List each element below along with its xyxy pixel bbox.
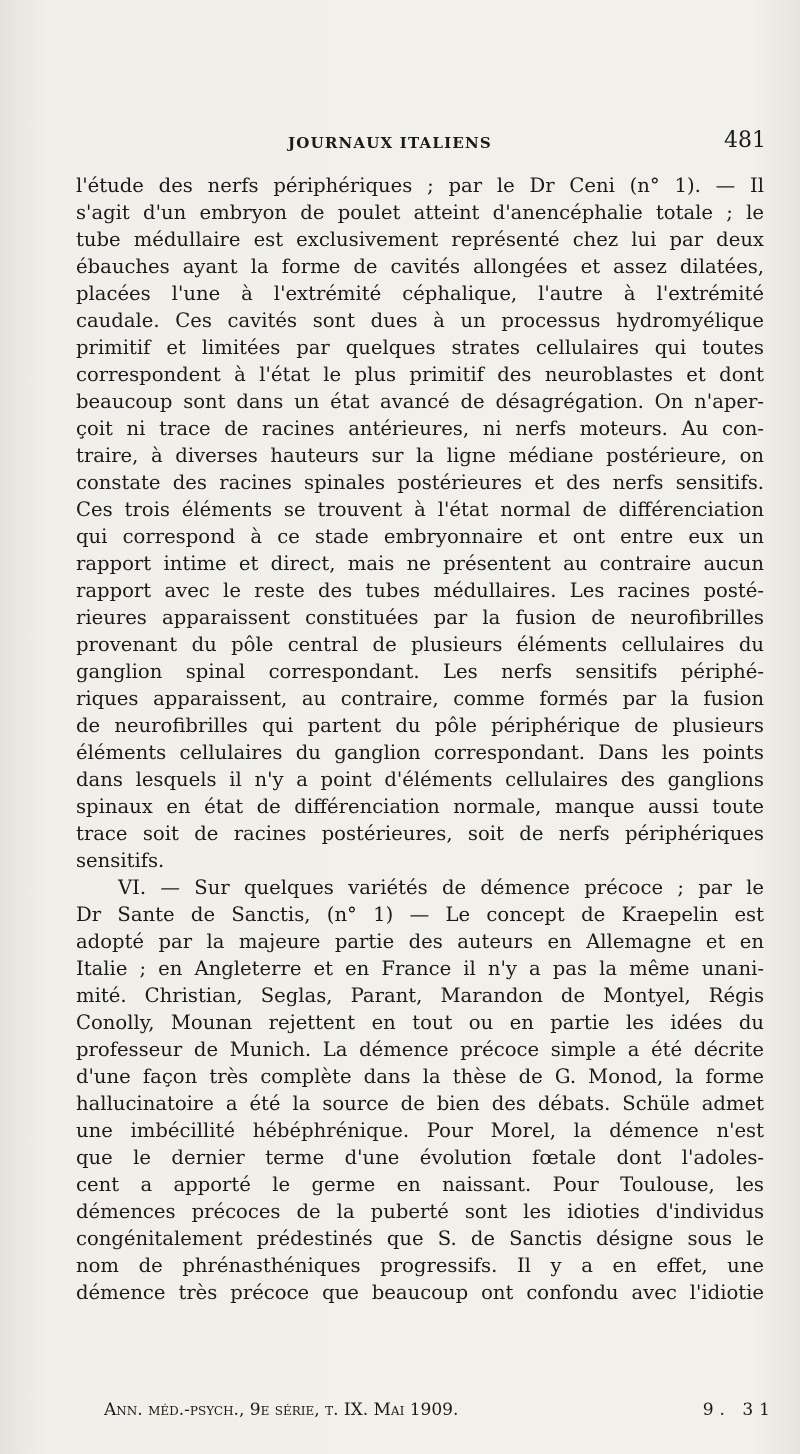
text-line: constate des racines spinales postérieures et des nerfs sensitifs. (76, 471, 764, 494)
text-line: ébauches ayant la forme de cavités allongées et assez dilatées, (76, 255, 764, 278)
text-line: de neurofibrilles qui partent du pôle périphérique de plusieurs (76, 714, 764, 737)
text-line: tube médullaire est exclusivement représenté chez lui par deux (76, 228, 764, 251)
text-line: sensitifs. (76, 849, 165, 872)
body-text (76, 172, 764, 1306)
text-line: correspondent à l'état le plus primitif des neuroblastes et dont (76, 363, 764, 386)
text-line: ganglion spinal correspondant. Les nerfs sensitifs périphé- (76, 660, 764, 683)
text-line: l'étude des nerfs périphériques ; par le Dr Ceni (n° 1). — Il (76, 174, 764, 197)
text-line: démence très précoce que beaucoup ont confondu avec l'idiotie (76, 1281, 764, 1304)
text-line: nom de phrénasthéniques progressifs. Il y a en effet, une (76, 1254, 764, 1277)
text-line: Italie ; en Angleterre et en France il n'y a pas la même unani- (76, 957, 764, 980)
text-line: s'agit d'un embryon de poulet atteint d'anencéphalie totale ; le (76, 201, 764, 224)
text-line: congénitalement prédestinés que S. de Sanctis désigne sous le (76, 1227, 764, 1250)
text-line: qui correspond à ce stade embryonnaire et ont entre eux un (76, 525, 764, 548)
text-line: adopté par la majeure partie des auteurs en Allemagne et en (76, 930, 764, 953)
text-line: Ces trois éléments se trouvent à l'état normal de différenciation (76, 498, 764, 521)
text-line: mité. Christian, Seglas, Parant, Marandon de Montyel, Régis (76, 984, 764, 1007)
text-line: dans lesquels il n'y a point d'éléments cellulaires des ganglions (76, 768, 764, 791)
section-heading-line: VI. — Sur quelques variétés de démence précoce ; par le (118, 876, 764, 899)
text-line: cent a apporté le germe en naissant. Pour Toulouse, les (76, 1173, 764, 1196)
text-line: spinaux en état de différenciation normale, manque aussi toute (76, 795, 764, 818)
text-line: rapport avec le reste des tubes médullaires. Les racines posté- (76, 579, 764, 602)
text-line: beaucoup sont dans un état avancé de désagrégation. On n'aper- (76, 390, 764, 413)
text-line: trace soit de racines postérieures, soit de nerfs périphériques (76, 822, 764, 845)
text-line: professeur de Munich. La démence précoce simple a été décrite (76, 1038, 764, 1061)
text-line: une imbécillité hébéphrénique. Pour Morel, la démence n'est (76, 1119, 764, 1142)
text-line: caudale. Ces cavités sont dues à un processus hydromyélique (76, 309, 764, 332)
text-line: traire, à diverses hauteurs sur la ligne médiane postérieure, on (76, 444, 764, 467)
running-title: JOURNAUX ITALIENS (288, 134, 492, 152)
text-line: primitif et limitées par quelques strates cellulaires qui toutes (76, 336, 764, 359)
text-line: rieures apparaissent constituées par la fusion de neurofibrilles (76, 606, 764, 629)
text-line: démences précoces de la puberté sont les idioties d'individus (76, 1200, 764, 1223)
footer-signature: 9. 31 (702, 1400, 776, 1420)
text-line: hallucinatoire a été la source de bien des débats. Schüle admet (76, 1092, 764, 1115)
page-footer (104, 1400, 776, 1430)
text-line: provenant du pôle central de plusieurs éléments cellulaires du (76, 633, 764, 656)
text-line: éléments cellulaires du ganglion correspondant. Dans les points (76, 741, 764, 764)
text-line: que le dernier terme d'une évolution fœtale dont l'adoles- (76, 1146, 764, 1169)
page-header (76, 128, 776, 160)
text-line: çoit ni trace de racines antérieures, ni nerfs moteurs. Au con- (76, 417, 764, 440)
text-line: riques apparaissent, au contraire, comme formés par la fusion (76, 687, 764, 710)
text-line: Conolly, Mounan rejettent en tout ou en partie les idées du (76, 1011, 764, 1034)
text-line: rapport intime et direct, mais ne présentent au contraire aucun (76, 552, 764, 575)
footer-journal-reference: Ann. méd.-psych., 9e série, t. IX. Mai 1909. (104, 1400, 459, 1420)
text-line: d'une façon très complète dans la thèse de G. Monod, la forme (76, 1065, 764, 1088)
page-number: 481 (724, 128, 766, 153)
text-line: placées l'une à l'extrémité céphalique, l'autre à l'extrémité (76, 282, 764, 305)
text-line: Dr Sante de Sanctis, (n° 1) — Le concept de Kraepelin est (76, 903, 764, 926)
